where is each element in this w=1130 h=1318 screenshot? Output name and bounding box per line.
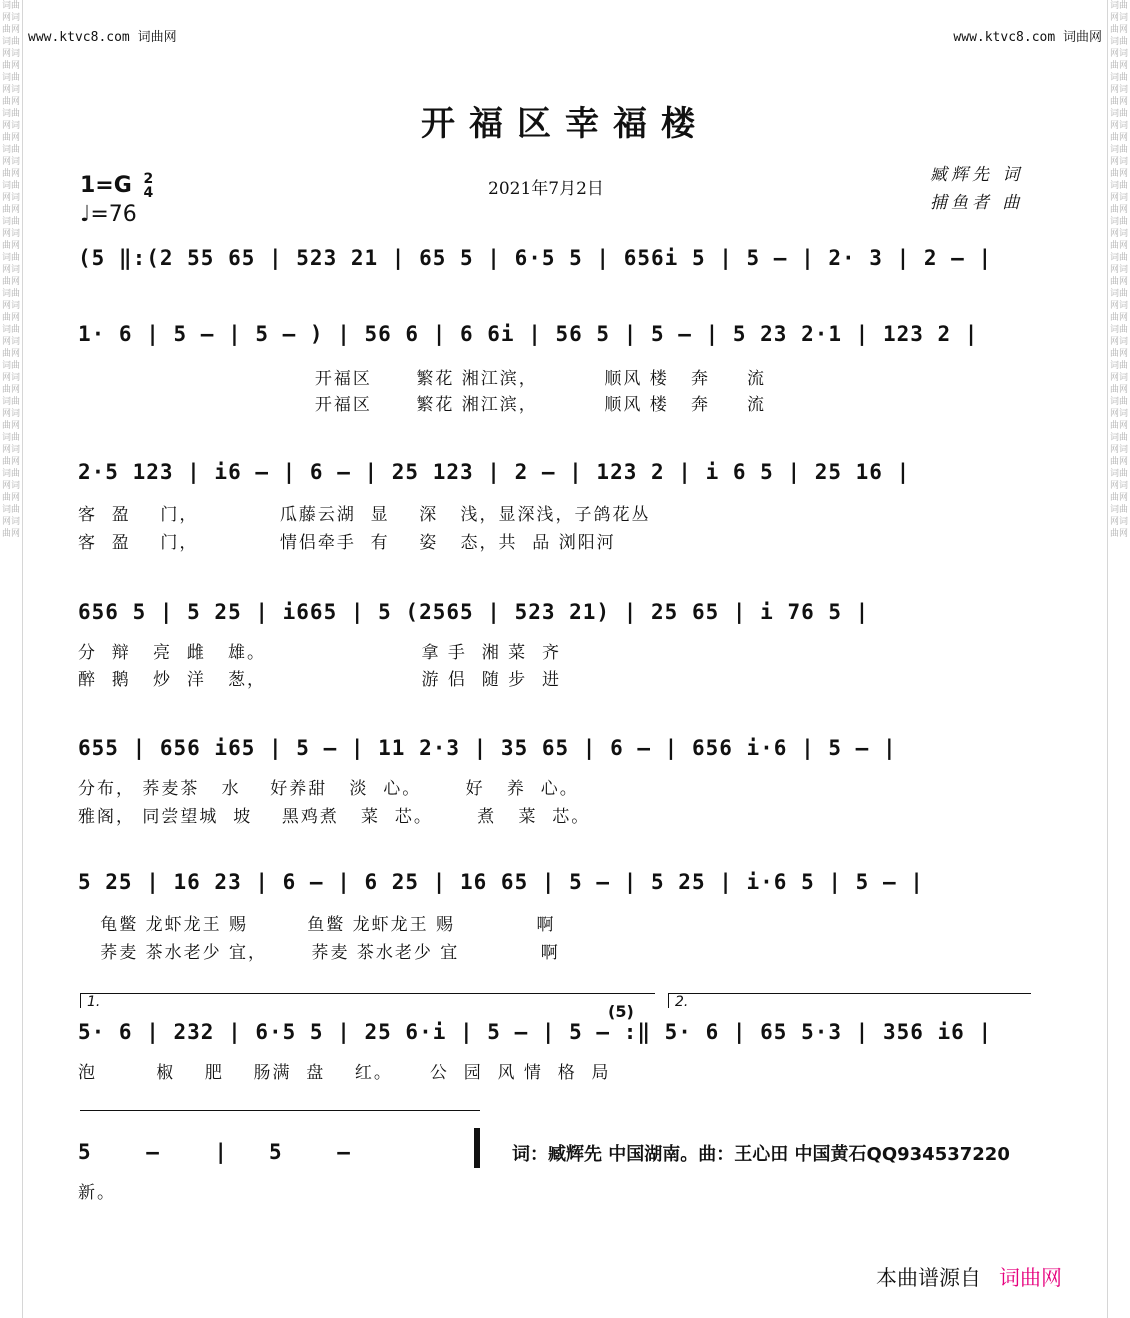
lyricist-credit: 臧辉先 词 — [930, 165, 1024, 185]
footer-brand-link[interactable]: 词曲网 — [999, 1266, 1062, 1290]
lyrics-line-6-verse-1: 龟鳖 龙虾龙王 赐 鱼鳖 龙虾龙王 赐 啊 — [78, 915, 556, 935]
notation-line-1: (5 ‖:(2 55 65 | 523 21 | 65 5 | 6·5 5 | 656i 5 | 5 – | 2· 3 | 2 – | — [78, 246, 993, 270]
second-ending-bracket — [668, 993, 1031, 1008]
right-watermark: 词曲网词曲网词曲网词曲网词曲网词曲网词曲网词曲网词曲网词曲网词曲网词曲网词曲网词曲网词曲网词曲网词曲网词曲网词曲网词曲网词曲网词曲网词曲网词曲网词曲网词曲网词曲网词曲网词曲网词曲网 — [1110, 1, 1128, 539]
key-text: 1=G — [80, 173, 132, 198]
notation-line-8: 5 – | 5 – — [78, 1140, 392, 1164]
lyrics-line-2-verse-1: 开福区 繁花 湘江滨， 顺风 楼 奔 流 — [78, 369, 767, 389]
notation-line-7: 5· 6 | 232 | 6·5 5 | 25 6·i | 5 – | 5 – :‖ 5· 6 | 65 5·3 | 356 i6 | — [78, 1020, 993, 1044]
source-credit-note: 词：臧辉先 中国湖南。曲：王心田 中国黄石QQ934537220 — [512, 1144, 1010, 1165]
footer-label: 本曲谱源自 — [876, 1266, 981, 1290]
header-left-link[interactable]: www.ktvc8.com 词曲网 — [28, 30, 177, 45]
header-right-link[interactable]: www.ktvc8.com 词曲网 — [953, 30, 1102, 45]
notation-line-6: 5 25 | 16 23 | 6 – | 6 25 | 16 65 | 5 – | 5 25 | i·6 5 | 5 – | — [78, 870, 924, 894]
composer-credit: 捕鱼者 曲 — [930, 193, 1024, 213]
left-margin-rule — [22, 0, 23, 1318]
footer-source — [876, 1262, 1062, 1292]
notation-line-2: 1· 6 | 5 – | 5 – ) | 56 6 | 6 6i | 56 5 | 5 – | 5 23 2·1 | 123 2 | — [78, 322, 979, 346]
time-signature — [143, 172, 153, 200]
lyrics-line-8-verse-1: 新。 — [78, 1183, 116, 1203]
left-watermark: 词曲网词曲网词曲网词曲网词曲网词曲网词曲网词曲网词曲网词曲网词曲网词曲网词曲网词曲网词曲网词曲网词曲网词曲网词曲网词曲网词曲网词曲网词曲网词曲网词曲网词曲网词曲网词曲网词曲网词曲网 — [2, 1, 20, 539]
date-text: 2021年7月2日 — [488, 179, 604, 199]
tempo-mark: ♩=76 — [80, 202, 137, 227]
second-ending-label: 2. — [675, 994, 689, 1010]
notation-line-4: 656 5 | 5 25 | i665 | 5 (2565 | 523 21) | 25 65 | i 76 5 | — [78, 600, 870, 624]
lyrics-line-3-verse-2: 客 盈 门， 情侣牵手 有 姿 态，共 品 浏阳河 — [78, 533, 616, 553]
repeat-pickup-note: (5) — [608, 1002, 634, 1021]
lyrics-line-7-verse-1: 泡 椒 肥 肠满 盘 红。 公 园 风 情 格 局 — [78, 1063, 611, 1083]
notation-line-5: 655 | 656 i65 | 5 – | 11 2·3 | 35 65 | 6 – | 656 i·6 | 5 – | — [78, 736, 897, 760]
first-ending-label: 1. — [87, 994, 101, 1010]
final-barline — [474, 1128, 480, 1168]
notation-line-3: 2·5 123 | i6 – | 6 – | 25 123 | 2 – | 123 2 | i 6 5 | 25 16 | — [78, 460, 911, 484]
lyrics-line-6-verse-2: 荞麦 茶水老少 宜， 荞麦 茶水老少 宜 啊 — [78, 943, 560, 963]
final-line-bracket — [80, 1110, 480, 1125]
lyrics-line-5-verse-2: 雅阁， 同尝望城 坡 黑鸡煮 菜 芯。 煮 菜 芯。 — [78, 807, 591, 827]
lyrics-line-4-verse-1: 分 辩 亮 雌 雄。 拿 手 湘 菜 齐 — [78, 643, 561, 663]
lyrics-line-3-verse-1: 客 盈 门， 瓜藤云湖 显 深 浅，显深浅，子鸽花丛 — [78, 505, 651, 525]
song-title: 开福区幸福楼 — [421, 104, 709, 144]
time-bottom: 4 — [143, 185, 154, 201]
key-signature — [80, 172, 153, 200]
first-ending-bracket — [80, 993, 655, 1008]
lyrics-line-4-verse-2: 醉 鹅 炒 洋 葱， 游 侣 随 步 进 — [78, 670, 561, 690]
time-top: 2 — [143, 171, 154, 187]
lyrics-line-2-verse-2: 开福区 繁花 湘江滨， 顺风 楼 奔 流 — [78, 395, 767, 415]
right-margin-rule — [1107, 0, 1108, 1318]
lyrics-line-5-verse-1: 分布， 荞麦茶 水 好养甜 淡 心。 好 养 心。 — [78, 779, 579, 799]
